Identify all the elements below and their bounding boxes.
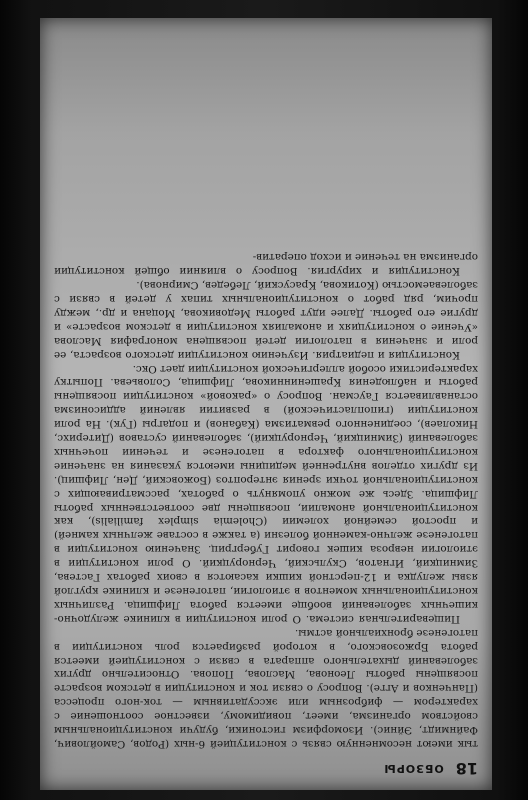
paragraph-surgery: Конституция и хирургия. Вопросу о влиянии общей конституции организма на течение и исход оператив- — [54, 251, 478, 278]
running-head — [54, 758, 478, 780]
document-page — [40, 18, 492, 790]
body-text — [54, 58, 478, 750]
paragraph-respiratory-end: тык имеют несомненную связь с конституцией 6-ных (Родов, Самойлович, Файнмидт, Эйнис). Изоморфизм гистоники, будучи конституциональным свойством организма, имеет, повидимому, известное соотношение с характером — фиброзным или экссудативным — ток-ного процесса (Панченков и Агге). Вопросу о связи ток и конституции в детском возрасте посвящены работы Леонова, Маслова, Попова. Относительно других заболеваний дыхательного аппарата в связи с конституцией имеется работа Бржозовского, в которой разбирается роль конституции в патогенезе бронхиальной астмы. — [54, 626, 478, 750]
paragraph-pediatrics: Конституция и педиатрия. Изучению конституции детского возраста, ее роли и значения в патологии детей посвящена монография Маслова «Учение о конституциях и аномалиях конституции в детском возрасте» и другие его работы. Далее идут работы Медовикова, Моцана и др., между прочим, ряд работ о конституциональных типах у детей в связи с заболеваемостью (Котикова, Красуский, Лебедев, Смирнова). — [54, 279, 478, 361]
section-title: ОБЗОРЫ — [383, 762, 444, 776]
paragraph-digestive-system: Пищеварительная система. О роли конституции в клинике желудочно-кишечных заболеваний вообще имеется работа Лифшица. Различных конституциональных моментов в этиологии, патогенезе и клинике круглой язвы желудка и 12-перстной кишки касаются в своих работах Гастева, Зимницкий, Игнатов, Скульский, Черноруцкий. О роли конституции в этиологии невроза кишек говорит Губергриц. Значению конституции в патогенезе желчно-каменной болезни (а также в составе желчных камней) и простой семейной холемии (Cholemia simplex familialis), как конституциональной аномалии, посвящены две соответственных работы Лифшица. Здесь же можно упомянуть о работах, рассматривающих с конституциональной точки зрения энтероптоз (Божовский, Ден, Лифшиц). Из других отделов внутренней медицины имеются указания на значение конституционального фактора в патогенезе и течении почечных заболеваний (Зимницкий, Черноруцкий), заболеваний суставов (Дитерихс, Николаев), соединенного ревматизма (Кабанов) и подагры (Гук). На роли конституции (гипопластической) в развитии явлений аддисонизма останавливается Гаусман. Вопросу о «раковой» конституции посвящены работы и наблюдения Крашенинникова, Лифшица, Соловьева. Попытку характеристики особой аллергической конституции дает Окс. — [54, 362, 478, 625]
page-number: 18 — [455, 759, 478, 779]
